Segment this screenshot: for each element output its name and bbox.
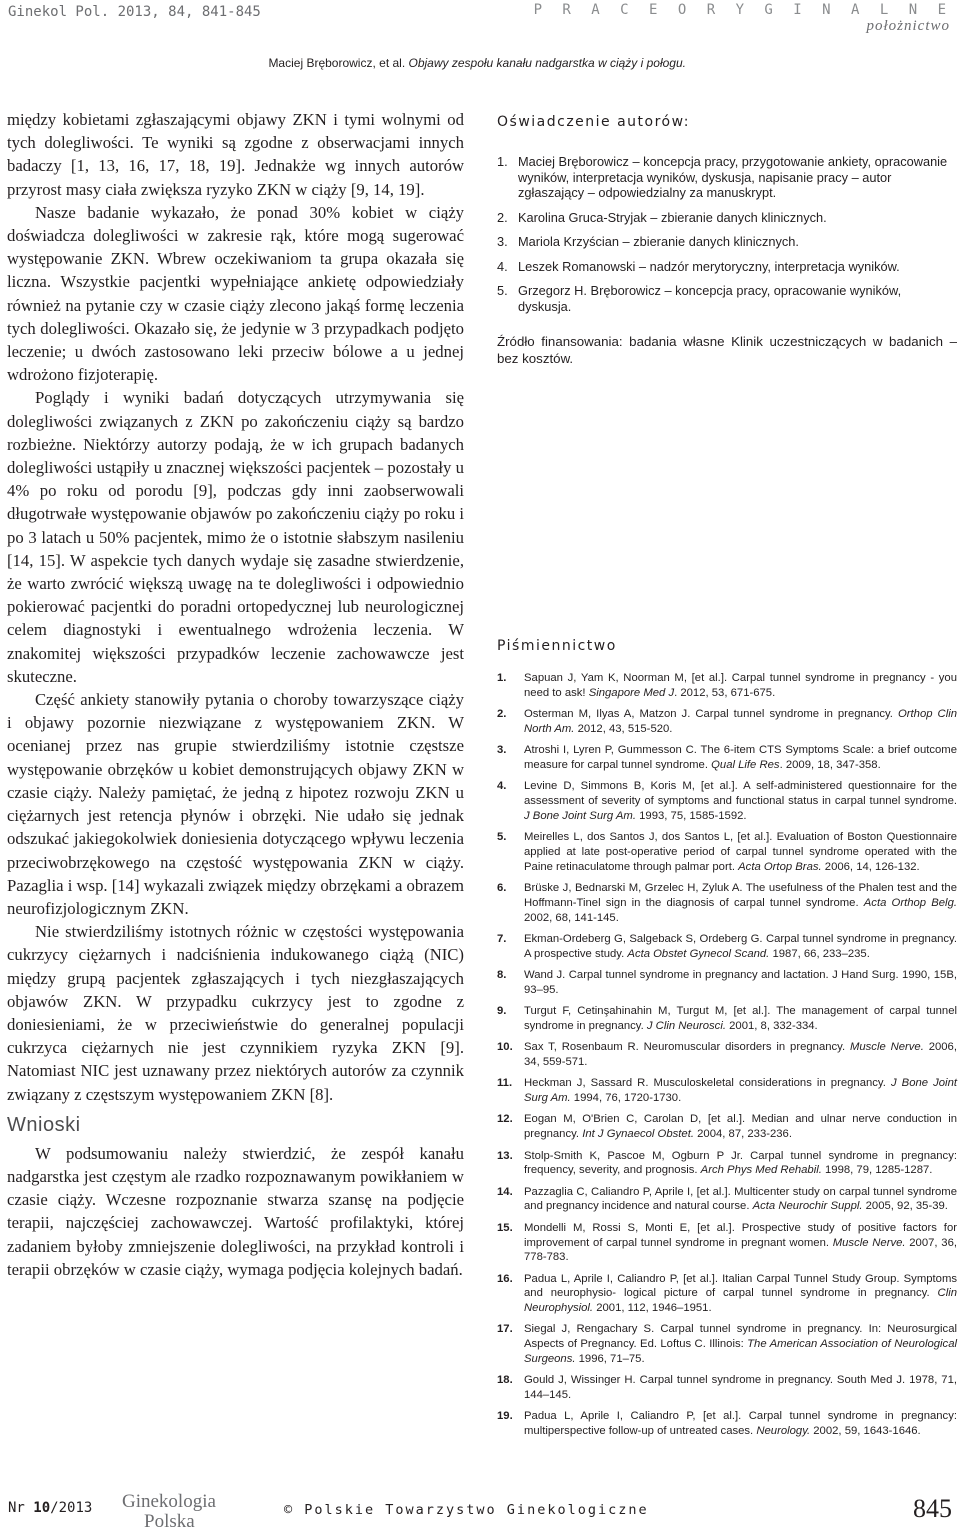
reference-text: Padua L, Aprile I, Caliandro P, [et al.]. Carpal tunnel syndrome in pregnancy: multiperspective follow-up of untreated cases. bbox=[524, 1410, 957, 1438]
contribution-item bbox=[497, 259, 957, 275]
reference-text: Atroshi I, Lyren P, Gummesson C. The 6-item CTS Symptoms Scale: a brief outcome measure for carpal tunnel syndrome. bbox=[524, 744, 957, 771]
reference-details: 2006, 34, 559-571. bbox=[524, 1041, 957, 1069]
reference-text: Ekman-Ordeberg G, Salgeback S, Ordeberg G. Carpal tunnel syndrome in pregnancy. A prospective study. bbox=[524, 932, 957, 960]
reference-item bbox=[497, 881, 957, 925]
reference-number: 19. bbox=[497, 1410, 513, 1423]
reference-journal: Acta Ortop Bras. bbox=[738, 860, 822, 873]
reference-details: 1996, 71–75. bbox=[575, 1353, 645, 1366]
reference-text: Stolp-Smith K, Pascoe M, Ogburn P Jr. Carpal tunnel syndrome in pregnancy: frequency, severity, and prognosis. bbox=[524, 1149, 957, 1177]
reference-details: 2007, 36, 778-783. bbox=[524, 1236, 957, 1264]
conclusions-heading: Wnioski bbox=[7, 1113, 81, 1136]
reference-item bbox=[497, 1409, 957, 1439]
reference-journal: Muscle Nerve. bbox=[849, 1041, 924, 1054]
reference-details: 1998, 79, 1285-1287. bbox=[821, 1164, 933, 1177]
reference-text: Osterman M, Ilyas A, Matzon J. Carpal tunnel syndrome in pregnancy. bbox=[524, 708, 898, 721]
reference-number: 17. bbox=[497, 1323, 513, 1336]
reference-number: 8. bbox=[497, 969, 507, 982]
reference-number: 7. bbox=[497, 932, 507, 945]
reference-item bbox=[497, 1040, 957, 1070]
body-paragraph: Nie stwierdziliśmy istotnych różnic w częstości występowania cukrzycy ciężarnych i nadciśnienia indukowanego ciążą (NIC) między grupą pacjentek zgłaszających i tych niezgłaszających objawów ZKN. W przypadku cukrzycy jest to zgodne z doniesieniami, że w przeciwieństwie do generalnej populacji cukrzyca ciężarnych nie jest czynnikiem ryzyka ZKN [9]. Natomiast NIC jest uznawany przez niektórych autorów za czynnik związany z częstszym występowaniem ZKN [8]. bbox=[7, 922, 464, 1104]
body-paragraph: Nasze badanie wykazało, że ponad 30% kobiet w ciąży doświadcza dolegliwości w zakresie rąk, które mogą sugerować występowanie ZKN. Wbrew oczekiwaniom ta grupa okazała się liczna. Wszystkie pacjentki wypełniające ankietę odpowiedziały również na pytanie czy w czasie ciąży zlecono jakąś formę leczenia tych dolegliwości. Okazało się, że jedynie w 3 przypadkach podjęto leczenie; u dwóch zastosowano leki przeciw bólowe a u jednej wdrożono fizjoterapię. bbox=[7, 202, 464, 385]
contribution-number: 5. bbox=[497, 283, 508, 298]
reference-text: Siegal J, Rengachary S. Carpal tunnel syndrome in pregnancy. In: Neurosurgical Aspects of Pregnancy. Ed. Loftus C. Illinois: bbox=[524, 1323, 957, 1351]
reference-journal: Orthop Clin North Am. bbox=[524, 708, 957, 735]
reference-number: 3. bbox=[497, 744, 507, 757]
reference-journal: Qual Life Res bbox=[711, 758, 780, 771]
reference-number: 10. bbox=[497, 1041, 513, 1054]
reference-details: . 2009, 18, 347-358. bbox=[779, 758, 881, 771]
reference-number: 11. bbox=[497, 1077, 513, 1090]
reference-details: 1987, 66, 233–235. bbox=[769, 947, 870, 960]
ginekologia-polska-logo bbox=[122, 1490, 242, 1530]
funding-statement: Źródło finansowania: badania własne Klinik uczestniczących w badanich – bez kosztów. bbox=[497, 334, 957, 366]
reference-journal: Acta Obstet Gynecol Scand. bbox=[627, 947, 770, 960]
reference-text: Wand J. Carpal tunnel syndrome in pregnancy and lactation. J Hand Surg. 1990, 15B, 93–95. bbox=[524, 969, 957, 996]
contributions-list bbox=[497, 154, 957, 314]
reference-text: Mondelli M, Rossi S, Monti E, [et al.]. Prospective study of positive factors for improvement of carpal tunnel syndrome in pregnant women. bbox=[524, 1221, 957, 1249]
contributions-heading: Oświadczenie autorów: bbox=[497, 114, 691, 130]
contribution-text: Mariola Krzyścian – zbieranie danych klinicznych. bbox=[518, 234, 799, 249]
reference-details: 2005, 92, 35-39. bbox=[862, 1200, 948, 1213]
reference-item bbox=[497, 1221, 957, 1265]
subsection-label: położnictwo bbox=[866, 18, 950, 34]
running-title-authors: Maciej Bręborowicz, et al. bbox=[268, 56, 409, 70]
reference-text: Pazzaglia C, Caliandro P, Aprile I, [et al.]. Multicenter study on carpal tunnel syndrome and pregnancy incidence and natural course. bbox=[524, 1185, 957, 1213]
contribution-item bbox=[497, 283, 957, 314]
reference-item bbox=[497, 707, 957, 737]
reference-text: Levine D, Simmons B, Koris M, [et al.]. A self-administered questionnaire for the assessment of severity of symptoms and functional status in carpal tunnel syndrome. bbox=[524, 780, 957, 808]
reference-number: 16. bbox=[497, 1272, 513, 1285]
reference-journal: Acta Neurochir Suppl. bbox=[752, 1200, 863, 1213]
reference-details: . 2012, 53, 671-675. bbox=[674, 686, 776, 699]
issue-year: /2013 bbox=[50, 1500, 93, 1516]
reference-journal: Neurology. bbox=[756, 1425, 811, 1438]
reference-journal: Muscle Nerve. bbox=[832, 1236, 906, 1249]
reference-item bbox=[497, 779, 957, 823]
reference-details: 2001, 112, 1946–1951. bbox=[593, 1302, 712, 1315]
issue-number bbox=[8, 1500, 92, 1516]
reference-journal: Arch Phys Med Rehabil. bbox=[700, 1164, 822, 1177]
reference-number: 15. bbox=[497, 1221, 513, 1234]
reference-item bbox=[497, 743, 957, 773]
reference-details: 2002, 59, 1643-1646. bbox=[810, 1425, 921, 1438]
reference-details: 2012, 43, 515-520. bbox=[574, 722, 673, 735]
reference-details: 1994, 76, 1720-1730. bbox=[570, 1092, 682, 1105]
contribution-text: Maciej Bręborowicz – koncepcja pracy, przygotowanie ankiety, opracowanie wyników, interpretacja wyników, dyskusja, napisanie pracy – autor zgłaszający – odpowiedzialny za manuskrypt. bbox=[518, 154, 948, 200]
reference-journal: J Bone Joint Surg Am. bbox=[524, 1077, 957, 1105]
reference-item bbox=[497, 830, 957, 874]
logo-line2: Polska bbox=[144, 1511, 195, 1530]
reference-number: 18. bbox=[497, 1374, 513, 1387]
body-paragraph: Część ankiety stanowiły pytania o choroby towarzyszące ciąży i objawy pozornie niezwiązane z występowaniem ZKN. W ocenianej przez nas grupie stwierdziliśmy istotnie częstsze występowanie obrzęków u kobiet demonstrujących objawy ZKN w czasie ciąży. Należy pamiętać, że jedną z hipotez rozwoju ZKN u ciężarnych jest retencja płynów i obrzęki. Nie udało się jednak odszukać jakiegokolwiek doniesienia dotyczącego wpływu leczenia przeciwobrzękowego na częstość występowania ZKN w ciąży. Pazaglia i wsp. [14] wykazali związek między obrzękami a obrazem neurofizjologicznym ZKN. bbox=[7, 690, 464, 918]
reference-journal: J Clin Neurosci. bbox=[646, 1019, 726, 1032]
contribution-text: Karolina Gruca-Stryjak – zbieranie danych klinicznych. bbox=[518, 209, 827, 225]
copyright: © Polskie Towarzystwo Ginekologiczne bbox=[284, 1502, 649, 1518]
reference-item bbox=[497, 671, 957, 701]
running-title-text: Objawy zespołu kanału nadgarstka w ciąży i połogu. bbox=[408, 56, 686, 70]
reference-item bbox=[497, 1076, 957, 1106]
contribution-item bbox=[497, 154, 957, 201]
section-label: P R A C E O R Y G I N A L N E bbox=[533, 2, 952, 18]
body-paragraph: Poglądy i wyniki badań dotyczących utrzymywania się dolegliwości związanych z ZKN po zakończeniu ciąży są bardzo rozbieżne. Niektórzy autorzy podają, że w ich grupach badanych dolegliwości ustąpiły u znacznej większości pacjentek – pozostały u 4% po roku od porodu [9], podczas gdy inni zaobserwowali długotrwałe występowanie objawów po zakończeniu ciąży po roku i po 3 latach u 50% pacjentek, mimo że o istotnie słabszym nasileniu [14, 15]. W aspekcie tych danych wydaje się zasadne stwierdzenie, że warto zwrócić większą uwagę na te dolegliwości i odpowiednio pokierować pacjentki do poradni ortopedycznej lub neurologicznej celem diagnostyki i ewentualnego wdrożenia leczenia. W znakomitej większości przypadków leczenie zachowawcze jest skuteczne. bbox=[7, 388, 464, 686]
reference-item bbox=[497, 1373, 957, 1403]
reference-number: 4. bbox=[497, 780, 507, 793]
reference-text: Padua L, Aprile I, Caliandro P, [et al.]. Italian Carpal Tunnel Study Group. Symptoms and neurophysio- logical picture of carpal tunnel syndrome in pregnancy. bbox=[524, 1272, 957, 1300]
contribution-number: 4. bbox=[497, 258, 508, 274]
contribution-item bbox=[497, 210, 957, 226]
running-title bbox=[268, 56, 686, 70]
reference-item bbox=[497, 1112, 957, 1142]
reference-journal: Int J Gynaecol Obstet. bbox=[582, 1128, 694, 1141]
contributions-section bbox=[497, 114, 957, 367]
contribution-text: Grzegorz H. Bręborowicz – koncepcja pracy, opracowanie wyników, dyskusja. bbox=[518, 283, 902, 314]
reference-journal: Acta Orthop Belg. bbox=[863, 896, 957, 909]
page-number: 845 bbox=[913, 1494, 952, 1523]
reference-item bbox=[497, 1004, 957, 1034]
reference-text: Turgut F, Cetinşahinahin M, Turgut M, [et al.]. The management of carpal tunnel syndrome in pregnancy. bbox=[524, 1005, 957, 1032]
logo-line1: Ginekologia bbox=[122, 1491, 216, 1512]
reference-number: 13. bbox=[497, 1149, 513, 1162]
reference-journal: J Bone Joint Surg Am. bbox=[524, 809, 636, 822]
references-list bbox=[497, 671, 957, 1439]
reference-journal: Singapore Med J bbox=[588, 686, 675, 699]
reference-details: 2002, 68, 141-145. bbox=[524, 911, 619, 924]
issue-prefix: Nr bbox=[8, 1500, 34, 1516]
contribution-number: 1. bbox=[497, 154, 508, 169]
contribution-text: Leszek Romanowski – nadzór merytoryczny, interpretacja wyników. bbox=[518, 258, 900, 274]
reference-details: 2006, 14, 126-132. bbox=[821, 860, 920, 873]
contribution-item bbox=[497, 234, 957, 250]
reference-text: Brüske J, Bednarski M, Grzelec H, Zyluk A. The usefulness of the Phalen test and the Hoffmann-Tinel sign in the diagnosis of carpal tunnel syndrome. bbox=[524, 882, 957, 909]
left-column bbox=[7, 108, 464, 1281]
reference-details: 1993, 75, 1585-1592. bbox=[635, 809, 747, 822]
reference-item bbox=[497, 1185, 957, 1215]
issue-number-value: 10 bbox=[33, 1500, 51, 1516]
references-heading: Piśmiennictwo bbox=[497, 638, 617, 654]
reference-details: 2001, 8, 332-334. bbox=[725, 1019, 818, 1032]
reference-text: Heckman J, Sassard R. Musculoskeletal considerations in pregnancy. bbox=[524, 1077, 891, 1090]
contribution-number: 2. bbox=[497, 209, 508, 225]
reference-details: 2004, 87, 233-236. bbox=[693, 1128, 792, 1141]
references-section bbox=[497, 638, 957, 1446]
reference-number: 9. bbox=[497, 1005, 507, 1018]
reference-number: 2. bbox=[497, 708, 507, 721]
reference-item bbox=[497, 1322, 957, 1366]
reference-text: Eogan M, O'Brien C, Carolan D, [et al.]. Median and ulnar nerve conduction in pregnancy. bbox=[524, 1113, 957, 1141]
contribution-number: 3. bbox=[497, 234, 508, 249]
reference-item bbox=[497, 968, 957, 998]
reference-journal: Clin Neurophysiol. bbox=[524, 1287, 957, 1315]
reference-item bbox=[497, 932, 957, 962]
reference-item bbox=[497, 1149, 957, 1179]
reference-number: 5. bbox=[497, 831, 507, 844]
journal-citation: Ginekol Pol. 2013, 84, 841-845 bbox=[8, 4, 261, 20]
reference-journal: The American Association of Neurological Surgeons. bbox=[524, 1338, 957, 1366]
conclusions-text: W podsumowaniu należy stwierdzić, że zespół kanału nadgarstka jest częstym ale rzadko rozpoznawanym powikłaniem w czasie ciąży. Wczesne rozpoznanie stwarza szansę na podjęcie terapii, najczęściej zachowawczej. Wartość profilaktyki, której zadaniem byłoby zmniejszenie dolegliwości, na przykład kontroli i terapii obrzęków w czasie ciąży, wymaga podjęcia kolejnych badań. bbox=[7, 1143, 464, 1279]
reference-number: 1. bbox=[497, 672, 507, 684]
reference-number: 12. bbox=[497, 1113, 513, 1126]
reference-text: Meirelles L, dos Santos J, dos Santos L, [et al.]. Evaluation of Boston Questionnaire applied at late post-operative period of carpal tunnel syndrome operated with the Paine retinaculatome through palmar port. bbox=[524, 831, 957, 873]
reference-item bbox=[497, 1272, 957, 1316]
body-paragraph: między kobietami zgłaszającymi objawy ZKN i tymi wolnymi od tych dolegliwości. Te wyniki są zgodne z obserwacjami innych badaczy [1, 13, 16, 17, 18, 19]. Jednakże wg innych autorów przyrost masy ciała zwiększa ryzyko ZKN w ciąży [9, 14, 19]. bbox=[7, 110, 464, 199]
reference-number: 6. bbox=[497, 882, 507, 895]
reference-text: Sax T, Rosenbaum R. Neuromuscular disorders in pregnancy. bbox=[524, 1041, 850, 1054]
reference-text: Gould J, Wissinger H. Carpal tunnel syndrome in pregnancy. South Med J. 1978, 71, 144–145. bbox=[524, 1374, 957, 1402]
reference-number: 14. bbox=[497, 1185, 513, 1198]
reference-text: Sapuan J, Yam K, Noorman M, [et al.]. Carpal tunnel syndrome in pregnancy - you need to ask! bbox=[524, 672, 957, 699]
